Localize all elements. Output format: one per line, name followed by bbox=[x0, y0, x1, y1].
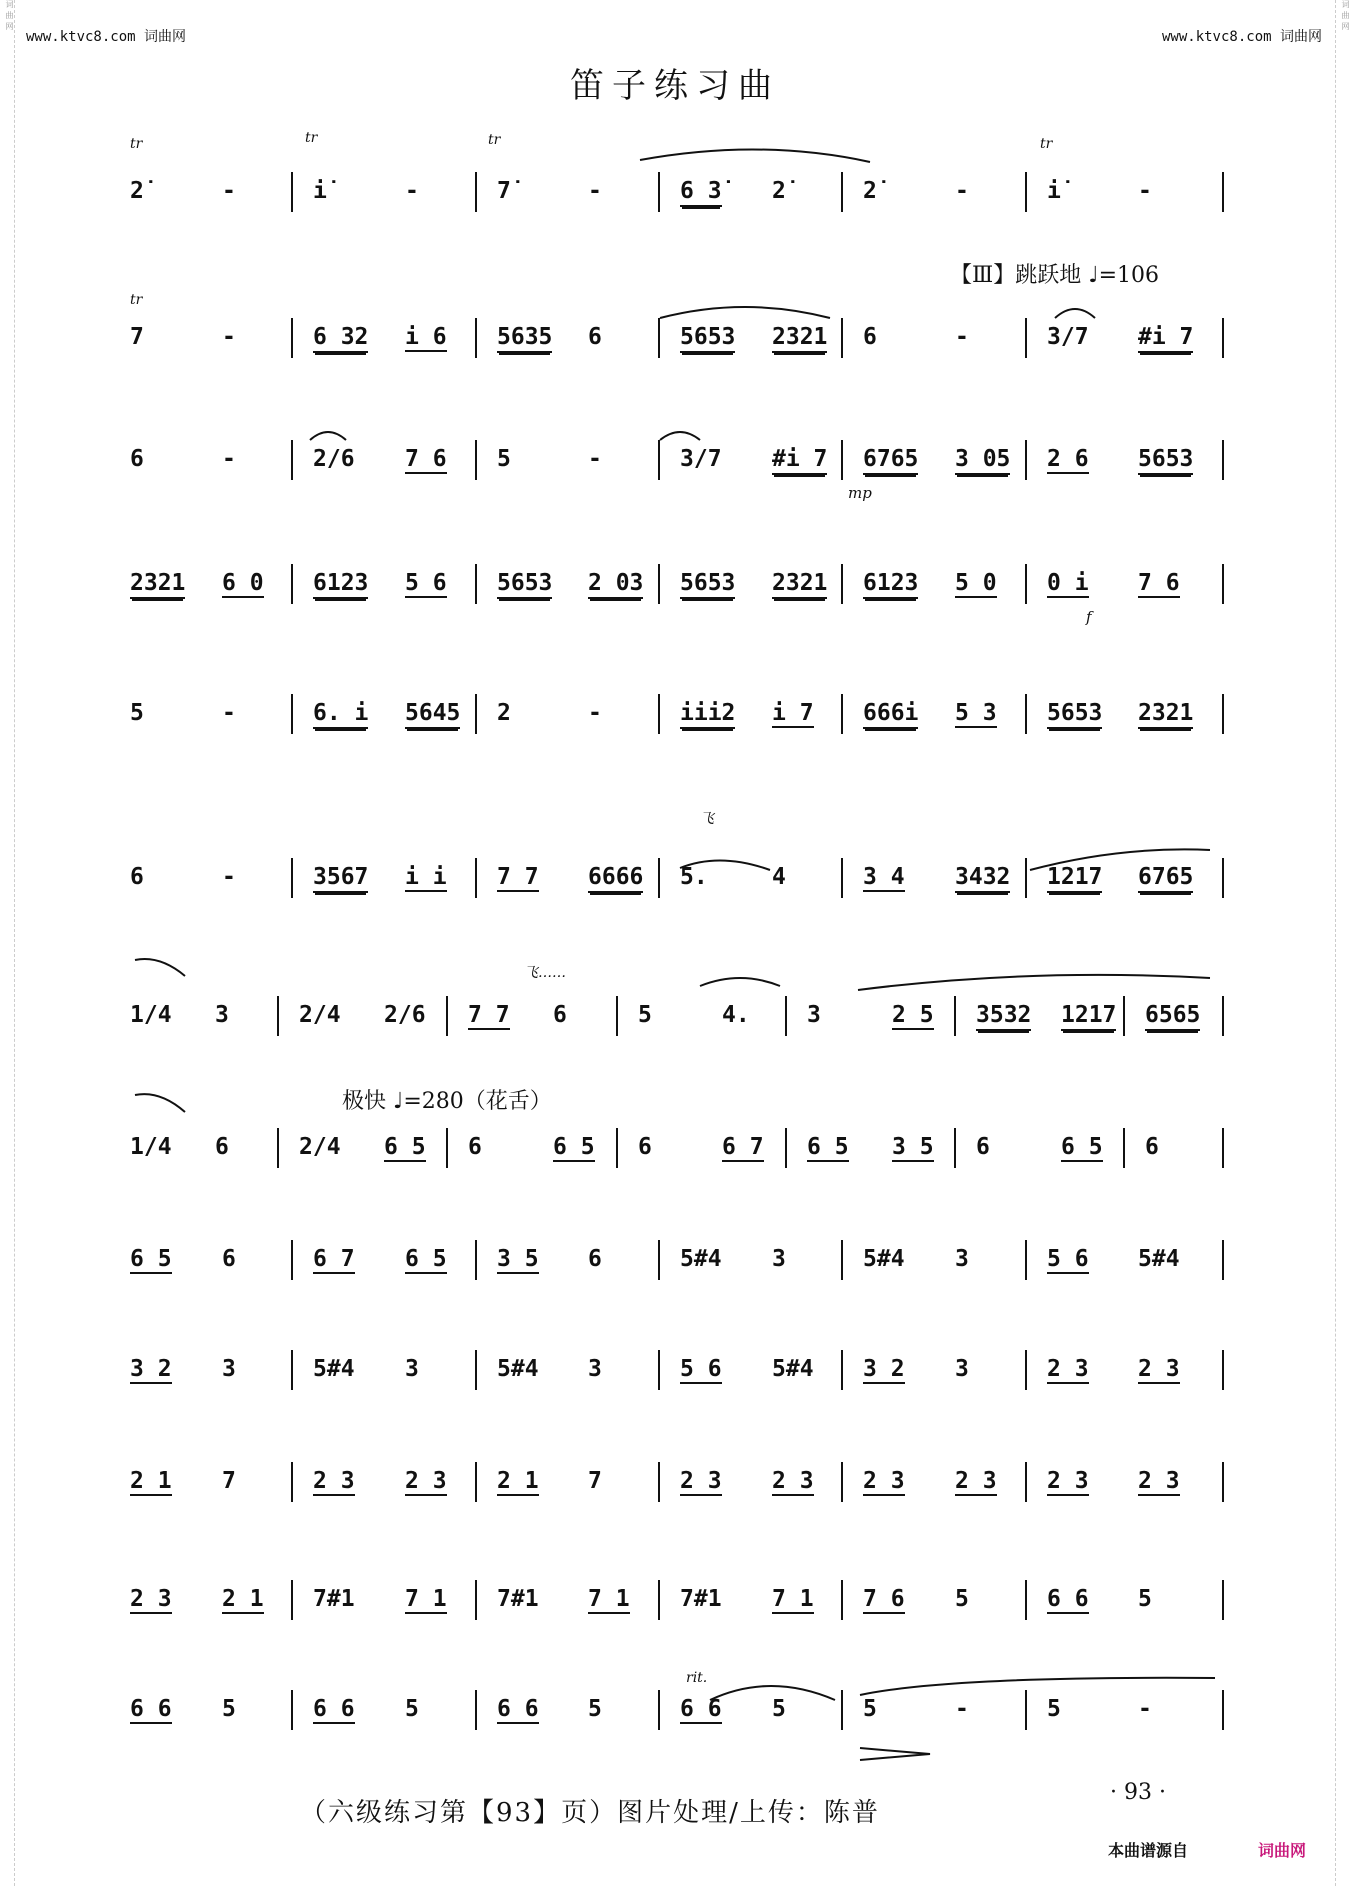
note-group: - bbox=[222, 178, 236, 204]
note-group: - bbox=[222, 864, 236, 890]
note-group: 2̇ bbox=[130, 178, 144, 204]
barline bbox=[1025, 1240, 1027, 1280]
slur-arc bbox=[858, 975, 1210, 990]
note-group: 6 bbox=[976, 1134, 990, 1160]
note-group: 7 bbox=[222, 1468, 236, 1494]
note-group: - bbox=[405, 178, 419, 204]
barline bbox=[841, 1240, 843, 1280]
barline bbox=[291, 1350, 293, 1390]
note-group: 6 bbox=[215, 1134, 229, 1160]
note-group: 6 6 bbox=[313, 1696, 355, 1722]
note-group: 3 bbox=[955, 1356, 969, 1382]
note-group: 3 5 bbox=[497, 1246, 539, 1272]
note-group: iii2 bbox=[680, 700, 735, 729]
barline bbox=[954, 1128, 956, 1168]
note-group: 6 5 bbox=[405, 1246, 447, 1272]
barline bbox=[616, 996, 618, 1036]
note-group: 5653 bbox=[680, 324, 735, 353]
trill-marker: tr bbox=[130, 292, 143, 308]
barline bbox=[291, 1690, 293, 1730]
note-group: 5 bbox=[955, 1586, 969, 1612]
barline bbox=[1222, 440, 1224, 480]
note-group: - bbox=[588, 446, 602, 472]
barline bbox=[475, 564, 477, 604]
note-group: - bbox=[222, 324, 236, 350]
barline bbox=[475, 318, 477, 358]
note-group: 7#1 bbox=[497, 1586, 539, 1612]
barline bbox=[475, 440, 477, 480]
note-group: 2/4 bbox=[299, 1002, 341, 1028]
dynamic-f: f bbox=[1086, 608, 1092, 626]
note-group: 6 7 bbox=[722, 1134, 764, 1160]
header-site-left[interactable]: www.ktvc8.com 词曲网 bbox=[26, 29, 187, 45]
barline bbox=[658, 1690, 660, 1730]
slur-arc bbox=[135, 1094, 185, 1112]
barline bbox=[291, 1462, 293, 1502]
barline bbox=[841, 440, 843, 480]
slur-arc bbox=[700, 978, 780, 986]
section-label: 【Ⅲ】跳跃地 bbox=[950, 263, 1082, 288]
note-group: - bbox=[222, 700, 236, 726]
barline bbox=[841, 1462, 843, 1502]
note-group: 6565 bbox=[1145, 1002, 1200, 1031]
note-group: 5 bbox=[638, 1002, 652, 1028]
right-watermark-strip: 词曲网 bbox=[1335, 0, 1350, 1886]
barline bbox=[841, 564, 843, 604]
note-group: #i 7 bbox=[772, 446, 827, 475]
note-group: 3 bbox=[405, 1356, 419, 1382]
barline bbox=[616, 1128, 618, 1168]
barline bbox=[1222, 1690, 1224, 1730]
barline bbox=[446, 1128, 448, 1168]
note-group: i 7 bbox=[772, 700, 814, 726]
note-group: 3 5 bbox=[892, 1134, 934, 1160]
note-group: 7 1 bbox=[772, 1586, 814, 1612]
note-group: 2 1 bbox=[497, 1468, 539, 1494]
note-group: 3 bbox=[588, 1356, 602, 1382]
note-group: 2 3 bbox=[1138, 1468, 1180, 1494]
note-group: 5 bbox=[405, 1696, 419, 1722]
note-group: 7#1 bbox=[313, 1586, 355, 1612]
note-group: #i 7 bbox=[1138, 324, 1193, 353]
note-group: 1217 bbox=[1061, 1002, 1116, 1031]
slur-arc bbox=[1055, 309, 1095, 318]
note-group: 6 6 bbox=[130, 1696, 172, 1722]
barline bbox=[1222, 1580, 1224, 1620]
barline bbox=[841, 1350, 843, 1390]
note-group: 2 03 bbox=[588, 570, 643, 599]
note-group: 2 3 bbox=[130, 1586, 172, 1612]
note-group: 2 3 bbox=[772, 1468, 814, 1494]
barline bbox=[1222, 996, 1224, 1036]
note-group: 7 6 bbox=[405, 446, 447, 472]
barline bbox=[1025, 858, 1027, 898]
score-row bbox=[130, 1580, 1230, 1620]
note-group: 2 bbox=[497, 700, 511, 726]
trill-marker: tr bbox=[488, 132, 501, 148]
note-group: 5#4 bbox=[313, 1356, 355, 1382]
barline bbox=[658, 318, 660, 358]
barline bbox=[291, 694, 293, 734]
source-label: 本曲谱源自 bbox=[1108, 1841, 1189, 1860]
trill-marker: tr bbox=[305, 130, 318, 146]
score-row bbox=[130, 996, 1230, 1036]
note-group: - bbox=[588, 178, 602, 204]
note-group: 5653 bbox=[1047, 700, 1102, 729]
barline bbox=[1222, 318, 1224, 358]
note-group: 5 bbox=[130, 700, 144, 726]
diminuendo-hairpin bbox=[860, 1748, 930, 1760]
note-group: 1/4 bbox=[130, 1134, 172, 1160]
barline bbox=[1222, 172, 1224, 212]
note-group: 1/4 bbox=[130, 1002, 172, 1028]
note-group: 5653 bbox=[497, 570, 552, 599]
note-group: 6 bbox=[468, 1134, 482, 1160]
barline bbox=[841, 318, 843, 358]
barline bbox=[658, 1580, 660, 1620]
barline bbox=[291, 440, 293, 480]
brand-logo[interactable]: 词曲网 bbox=[1258, 1841, 1307, 1860]
note-group: - bbox=[1138, 1696, 1152, 1722]
barline bbox=[785, 1128, 787, 1168]
note-group: 3 bbox=[807, 1002, 821, 1028]
score-row bbox=[130, 858, 1230, 898]
barline bbox=[291, 858, 293, 898]
barline bbox=[1222, 1462, 1224, 1502]
note-group: - bbox=[222, 446, 236, 472]
note-group: - bbox=[588, 700, 602, 726]
note-group: 5653 bbox=[680, 570, 735, 599]
note-group: 3 2 bbox=[130, 1356, 172, 1382]
note-group: 6123 bbox=[313, 570, 368, 599]
barline bbox=[1222, 564, 1224, 604]
barline bbox=[1222, 694, 1224, 734]
note-group: 6. i bbox=[313, 700, 368, 729]
note-group: 3 bbox=[772, 1246, 786, 1272]
note-group: 5#4 bbox=[772, 1356, 814, 1382]
note-group: 6765 bbox=[863, 446, 918, 475]
left-watermark-strip: 词曲网 bbox=[0, 0, 15, 1886]
score-row bbox=[130, 1240, 1230, 1280]
note-group: 5. bbox=[680, 864, 708, 890]
note-group: 2 3 bbox=[1047, 1468, 1089, 1494]
score-row bbox=[130, 1462, 1230, 1502]
note-group: 2 3 bbox=[405, 1468, 447, 1494]
barline bbox=[446, 996, 448, 1036]
barline bbox=[1025, 694, 1027, 734]
slur-arc bbox=[310, 432, 346, 440]
barline bbox=[475, 694, 477, 734]
slur-arc bbox=[135, 959, 185, 976]
note-group: 666i bbox=[863, 700, 918, 729]
note-group: 4. bbox=[722, 1002, 750, 1028]
note-group: 6 5 bbox=[384, 1134, 426, 1160]
barline bbox=[1222, 1240, 1224, 1280]
barline bbox=[1025, 1580, 1027, 1620]
fly-marking: 飞 bbox=[700, 811, 714, 827]
note-group: 5 6 bbox=[680, 1356, 722, 1382]
note-group: 6 bbox=[130, 446, 144, 472]
note-group: 2 3 bbox=[863, 1468, 905, 1494]
note-group: 6 5 bbox=[807, 1134, 849, 1160]
note-group: 5 bbox=[588, 1696, 602, 1722]
note-group: 3432 bbox=[955, 864, 1010, 893]
note-group: 6 bbox=[588, 1246, 602, 1272]
note-group: 2/4 bbox=[299, 1134, 341, 1160]
barline bbox=[841, 1580, 843, 1620]
note-group: 5653 bbox=[1138, 446, 1193, 475]
note-group: i 6 bbox=[405, 324, 447, 350]
barline bbox=[1222, 858, 1224, 898]
note-group: 3 bbox=[222, 1356, 236, 1382]
page-title: 笛子练习曲 bbox=[570, 66, 780, 106]
note-group: 6765 bbox=[1138, 864, 1193, 893]
score-row bbox=[130, 1690, 1230, 1730]
note-group: 5 0 bbox=[955, 570, 997, 596]
note-group: 7 1 bbox=[588, 1586, 630, 1612]
score-row bbox=[130, 1350, 1230, 1390]
barline bbox=[277, 996, 279, 1036]
barline bbox=[1025, 318, 1027, 358]
note-group: 5#4 bbox=[497, 1356, 539, 1382]
barline bbox=[658, 172, 660, 212]
note-group: 5#4 bbox=[863, 1246, 905, 1272]
note-group: 2 3 bbox=[313, 1468, 355, 1494]
note-group: i̇ bbox=[1047, 178, 1061, 204]
note-group: 5 bbox=[222, 1696, 236, 1722]
dynamic-mp: mp bbox=[848, 484, 872, 502]
note-group: 3567 bbox=[313, 864, 368, 893]
note-group: 6123 bbox=[863, 570, 918, 599]
note-group: 3 bbox=[215, 1002, 229, 1028]
note-group: 2 1 bbox=[130, 1468, 172, 1494]
barline bbox=[1025, 1690, 1027, 1730]
barline bbox=[658, 440, 660, 480]
tempo-marking-2: 极快 ♩=280（花舌） bbox=[342, 1089, 552, 1114]
note-group: 6 6 bbox=[1047, 1586, 1089, 1612]
barline bbox=[841, 858, 843, 898]
score-row bbox=[130, 1128, 1230, 1168]
barline bbox=[277, 1128, 279, 1168]
note-group: 2321 bbox=[1138, 700, 1193, 729]
note-group: 6 3̇ bbox=[680, 178, 722, 207]
note-group: 3 bbox=[955, 1246, 969, 1272]
barline bbox=[291, 172, 293, 212]
note-group: 3532 bbox=[976, 1002, 1031, 1031]
note-group: 7 6 bbox=[1138, 570, 1180, 596]
barline bbox=[1123, 1128, 1125, 1168]
barline bbox=[291, 1240, 293, 1280]
note-group: 6 5 bbox=[553, 1134, 595, 1160]
note-group: i̇ bbox=[313, 178, 327, 204]
note-group: 7 bbox=[130, 324, 144, 350]
barline bbox=[475, 1462, 477, 1502]
trill-marker: tr bbox=[1040, 136, 1053, 152]
note-group: 7 1 bbox=[405, 1586, 447, 1612]
barline bbox=[1025, 564, 1027, 604]
score-row bbox=[130, 440, 1230, 480]
barline bbox=[658, 1350, 660, 1390]
note-group: 2 1 bbox=[222, 1586, 264, 1612]
barline bbox=[1222, 1128, 1224, 1168]
note-group: 5 bbox=[772, 1696, 786, 1722]
barline bbox=[841, 172, 843, 212]
note-group: 7 7 bbox=[497, 864, 539, 890]
note-group: 5 bbox=[1047, 1696, 1061, 1722]
note-group: 5645 bbox=[405, 700, 460, 729]
note-group: 5 3 bbox=[955, 700, 997, 726]
page-number: · 93 · bbox=[1110, 1780, 1166, 1805]
note-group: 7̇ bbox=[497, 178, 511, 204]
note-group: 3/7 bbox=[1047, 324, 1089, 350]
note-group: 2̇ bbox=[863, 178, 877, 204]
note-group: 6 bbox=[553, 1002, 567, 1028]
section-tempo: ♩=106 bbox=[1088, 263, 1160, 288]
note-group: 6 bbox=[588, 324, 602, 350]
barline bbox=[658, 694, 660, 734]
note-group: 6 7 bbox=[313, 1246, 355, 1272]
note-group: 0 i bbox=[1047, 570, 1089, 596]
barline bbox=[475, 1690, 477, 1730]
barline bbox=[475, 1240, 477, 1280]
section-marker bbox=[950, 258, 1159, 289]
barline bbox=[658, 1240, 660, 1280]
score-row bbox=[130, 564, 1230, 604]
note-group: 2 5 bbox=[892, 1002, 934, 1028]
barline bbox=[841, 694, 843, 734]
note-group: 6 5 bbox=[130, 1246, 172, 1272]
note-group: 1217 bbox=[1047, 864, 1102, 893]
barline bbox=[1123, 996, 1125, 1036]
note-group: 6 bbox=[1145, 1134, 1159, 1160]
note-group: 6 0 bbox=[222, 570, 264, 596]
slur-arc bbox=[640, 149, 870, 162]
note-group: 6 6 bbox=[497, 1696, 539, 1722]
note-group: 5 6 bbox=[1047, 1246, 1089, 1272]
note-group: 2/6 bbox=[313, 446, 355, 472]
note-group: 5 bbox=[497, 446, 511, 472]
trill-marker: tr bbox=[130, 136, 143, 152]
score-row bbox=[130, 694, 1230, 734]
barline bbox=[785, 996, 787, 1036]
note-group: 2 3 bbox=[955, 1468, 997, 1494]
note-group: 7#1 bbox=[680, 1586, 722, 1612]
note-group: 3 2 bbox=[863, 1356, 905, 1382]
barline bbox=[658, 564, 660, 604]
barline bbox=[658, 858, 660, 898]
note-group: 2 3 bbox=[1138, 1356, 1180, 1382]
note-group: 7 6 bbox=[863, 1586, 905, 1612]
note-group: 6 bbox=[863, 324, 877, 350]
note-group: 2 6 bbox=[1047, 446, 1089, 472]
score-row bbox=[130, 172, 1230, 212]
score-row bbox=[130, 318, 1230, 358]
note-group: 5 bbox=[863, 1696, 877, 1722]
note-group: 5 bbox=[1138, 1586, 1152, 1612]
note-group: - bbox=[955, 324, 969, 350]
note-group: 2 3 bbox=[1047, 1356, 1089, 1382]
footer-caption: （六级练习第【93】页）图片处理/上传：陈普 bbox=[300, 1798, 880, 1828]
note-group: - bbox=[1138, 178, 1152, 204]
note-group: 2 3 bbox=[680, 1468, 722, 1494]
note-group: - bbox=[955, 178, 969, 204]
barline bbox=[954, 996, 956, 1036]
note-group: 6 bbox=[638, 1134, 652, 1160]
barline bbox=[1025, 1350, 1027, 1390]
note-group: 6 5 bbox=[1061, 1134, 1103, 1160]
barline bbox=[1025, 172, 1027, 212]
header-site-right[interactable]: www.ktvc8.com 词曲网 bbox=[1161, 29, 1322, 45]
slur-arc bbox=[660, 432, 700, 440]
note-group: 3 4 bbox=[863, 864, 905, 890]
note-group: 3/7 bbox=[680, 446, 722, 472]
note-group: 5 6 bbox=[405, 570, 447, 596]
note-group: 6 6 bbox=[680, 1696, 722, 1722]
barline bbox=[1222, 1350, 1224, 1390]
note-group: 7 7 bbox=[468, 1002, 510, 1028]
note-group: 6666 bbox=[588, 864, 643, 893]
note-group: 2/6 bbox=[384, 1002, 426, 1028]
barline bbox=[841, 1690, 843, 1730]
note-group: 2321 bbox=[130, 570, 185, 599]
barline bbox=[475, 1580, 477, 1620]
rit-marking: rit. bbox=[686, 1670, 708, 1686]
barline bbox=[475, 1350, 477, 1390]
barline bbox=[291, 564, 293, 604]
barline bbox=[658, 1462, 660, 1502]
note-group: 6 bbox=[130, 864, 144, 890]
note-group: 2321 bbox=[772, 324, 827, 353]
barline bbox=[1025, 440, 1027, 480]
fly-marking-2: 飞…… bbox=[524, 965, 566, 981]
note-group: 4 bbox=[772, 864, 786, 890]
note-group: 5#4 bbox=[1138, 1246, 1180, 1272]
note-group: 5635 bbox=[497, 324, 552, 353]
slur-arc bbox=[660, 307, 830, 318]
note-group: 7 bbox=[588, 1468, 602, 1494]
note-group: 2321 bbox=[772, 570, 827, 599]
note-group: i i bbox=[405, 864, 447, 890]
note-group: 6 32 bbox=[313, 324, 368, 353]
note-group: 3 05 bbox=[955, 446, 1010, 475]
note-group: 6 bbox=[222, 1246, 236, 1272]
barline bbox=[475, 172, 477, 212]
barline bbox=[291, 1580, 293, 1620]
note-group: 2̇ bbox=[772, 178, 786, 204]
barline bbox=[1025, 1462, 1027, 1502]
barline bbox=[475, 858, 477, 898]
note-group: 5#4 bbox=[680, 1246, 722, 1272]
barline bbox=[291, 318, 293, 358]
note-group: - bbox=[955, 1696, 969, 1722]
